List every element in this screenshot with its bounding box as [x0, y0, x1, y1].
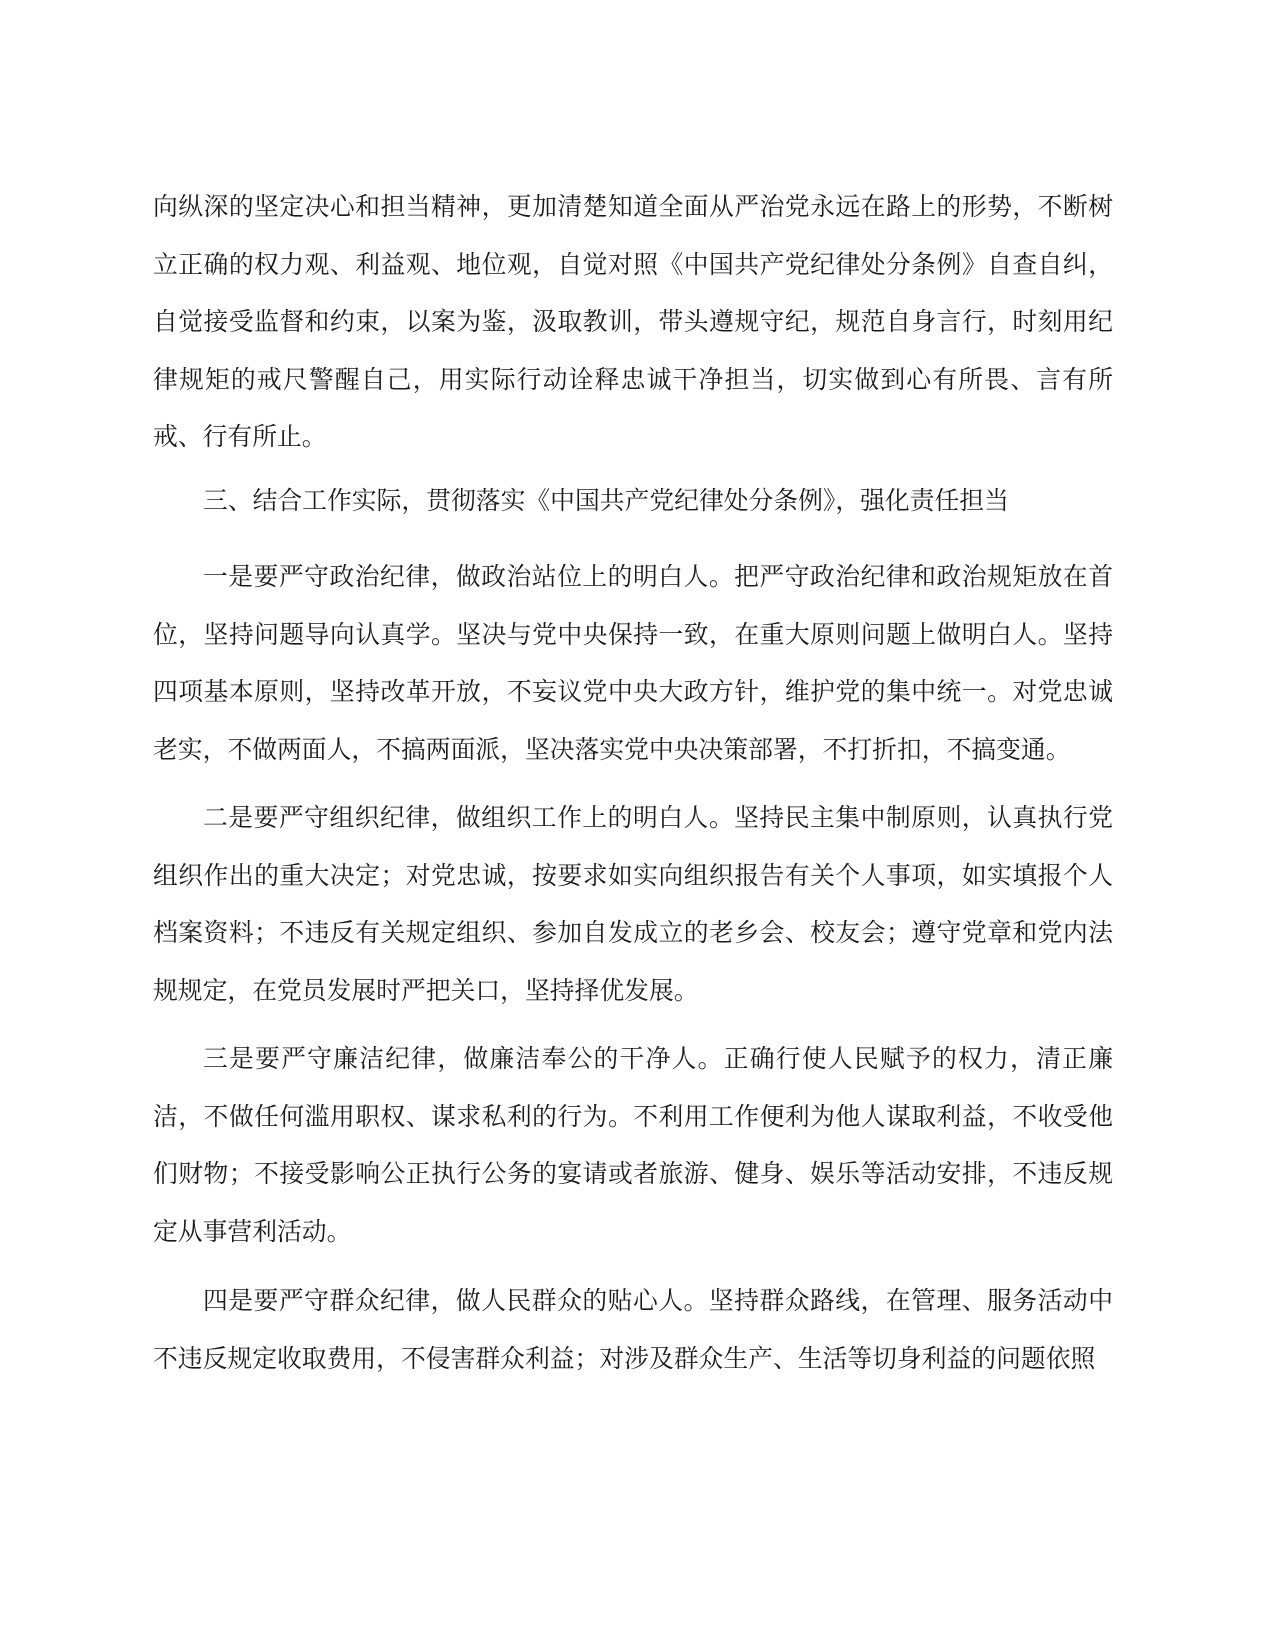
- section-heading-block: [153, 472, 1113, 530]
- paragraph-text: 三是要严守廉洁纪律，做廉洁奉公的干净人。正确行使人民赋予的权力，清正廉洁，不做任何滥用职权、谋求私利的行为。不利用工作便利为他人谋取利益，不收受他们财物；不接受影响公正执行公务的宴请或者旅游、健身、娱乐等活动安排，不违反规定从事营利活动。: [153, 1044, 1113, 1246]
- continuation-paragraph: [153, 178, 1113, 466]
- paragraph-text: 二是要严守组织纪律，做组织工作上的明白人。坚持民主集中制原则，认真执行党组织作出的重大决定；对党忠诚，按要求如实向组织报告有关个人事项，如实填报个人档案资料；不违反有关规定组织、参加自发成立的老乡会、校友会；遵守党章和党内法规规定，在党员发展时严把关口，坚持择优发展。: [153, 803, 1113, 1005]
- continuation-text: 向纵深的坚定决心和担当精神，更加清楚知道全面从严治党永远在路上的形势，不断树立正确的权力观、利益观、地位观，自觉对照《中国共产党纪律处分条例》自查自纠，自觉接受监督和约束，以案为鉴，汲取教训，带头遵规守纪，规范自身言行，时刻用纪律规矩的戒尺警醒自己，用实际行动诠释忠诚干净担当，切实做到心有所畏、言有所戒、行有所止。: [153, 192, 1113, 451]
- paragraph-text: 一是要严守政治纪律，做政治站位上的明白人。把严守政治纪律和政治规矩放在首位，坚持问题导向认真学。坚决与党中央保持一致，在重大原则问题上做明白人。坚持四项基本原则，坚持改革开放，不妄议党中央大政方针，维护党的集中统一。对党忠诚老实，不做两面人，不搞两面派，坚决落实党中央决策部署，不打折扣，不搞变通。: [153, 562, 1113, 764]
- mass-discipline-paragraph: [153, 1272, 1113, 1387]
- section-heading: 三、结合工作实际，贯彻落实《中国共产党纪律处分条例》，强化责任担当: [203, 486, 1009, 515]
- political-discipline-paragraph: [153, 548, 1113, 778]
- integrity-discipline-paragraph: [153, 1030, 1113, 1260]
- paragraph-text: 四是要严守群众纪律，做人民群众的贴心人。坚持群众路线，在管理、服务活动中不违反规定收取费用，不侵害群众利益；对涉及群众生产、生活等切身利益的问题依照: [153, 1286, 1113, 1373]
- organizational-discipline-paragraph: [153, 789, 1113, 1019]
